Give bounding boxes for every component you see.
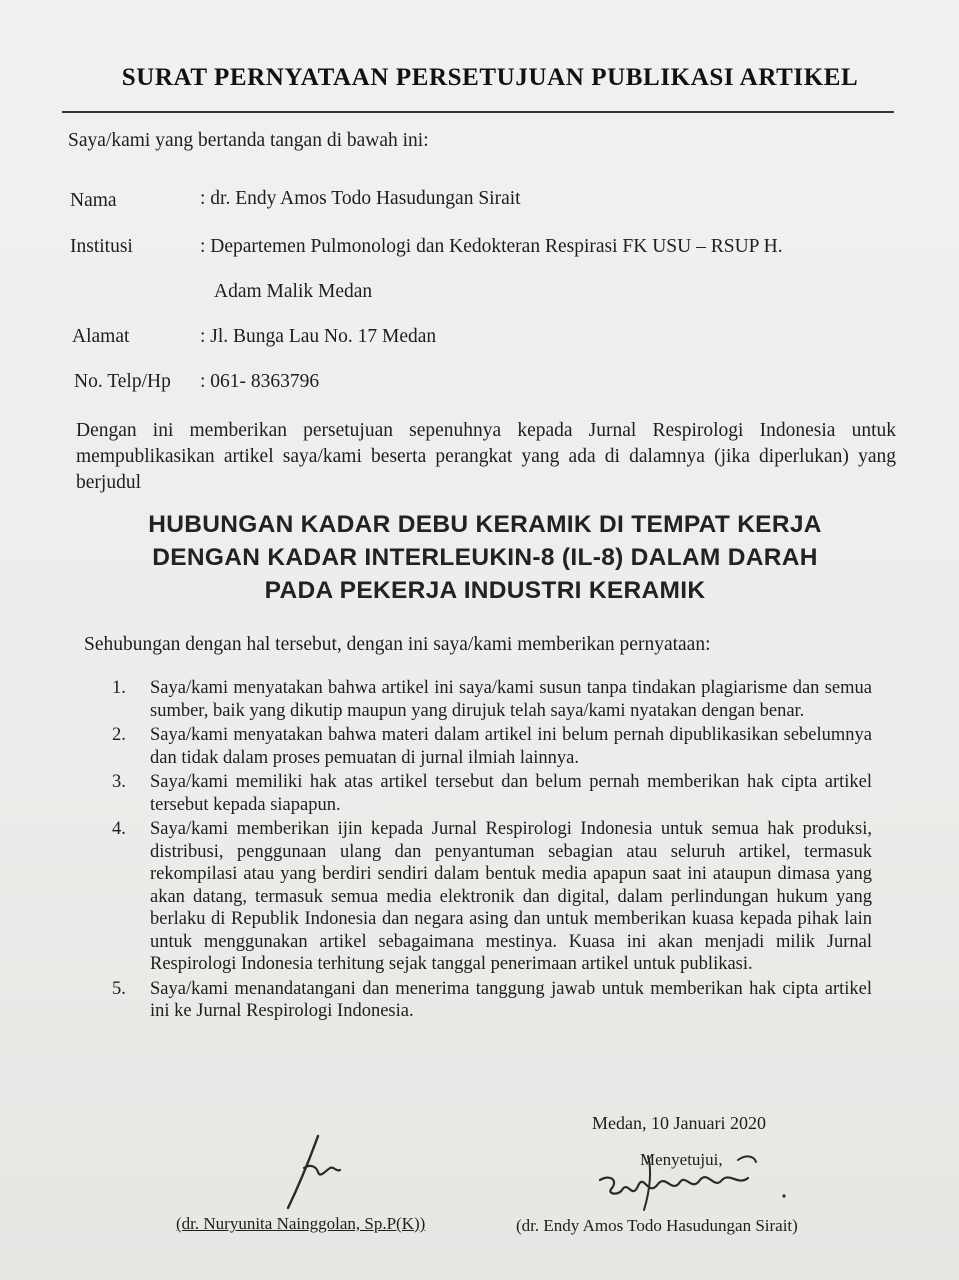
statement-text: Saya/kami menandatangani dan menerima tanggung jawab untuk memberikan hak cipta artikel ini ke Jurnal Respirologi Indonesia. xyxy=(150,978,872,1021)
statement-item xyxy=(112,724,872,769)
statement-number: 1. xyxy=(112,678,126,698)
approved-label: Menyetujui, xyxy=(640,1150,723,1169)
alamat-value: : Jl. Bunga Lau No. 17 Medan xyxy=(200,326,437,347)
statement-intro: Sehubungan dengan hal tersebut, dengan ini saya/kami memberikan pernyataan: xyxy=(84,634,711,655)
article-title-line3: PADA PEKERJA INDUSTRI KERAMIK xyxy=(264,577,706,604)
consent-paragraph: Dengan ini memberikan persetujuan sepenuhnya kepada Jurnal Respirologi Indonesia untuk mempublikasikan artikel saya/kami beserta perangkat yang ada di dalamnya (jika diperlukan) yang berjudul xyxy=(76,420,896,493)
signatory-right: (dr. Endy Amos Todo Hasudungan Sirait) xyxy=(516,1216,798,1235)
article-title xyxy=(80,508,890,607)
document-title: SURAT PERNYATAAN PERSETUJUAN PUBLIKASI ARTIKEL xyxy=(121,64,859,91)
article-title-line1: HUBUNGAN KADAR DEBU KERAMIK DI TEMPAT KERJA xyxy=(148,511,822,538)
left-signature-mark xyxy=(270,1128,370,1218)
statement-number: 3. xyxy=(112,772,126,792)
statement-text: Saya/kami memiliki hak atas artikel tersebut dan belum pernah memberikan hak cipta artikel tersebut kepada siapapun. xyxy=(150,772,872,815)
article-title-line2: DENGAN KADAR INTERLEUKIN-8 (IL-8) DALAM DARAH xyxy=(152,544,818,571)
statement-text: Saya/kami menyatakan bahwa artikel ini saya/kami susun tanpa tindakan plagiarisme dan semua sumber, baik yang dikutip maupun yang dirujuk telah saya/kami nyatakan dengan benar. xyxy=(150,678,872,721)
institusi-value-line2: Adam Malik Medan xyxy=(214,281,373,302)
nama-value: : dr. Endy Amos Todo Hasudungan Sirait xyxy=(200,188,521,209)
place-date: Medan, 10 Januari 2020 xyxy=(592,1113,766,1133)
nama-label: Nama xyxy=(70,190,117,211)
title-underline xyxy=(62,111,894,113)
statement-number: 4. xyxy=(112,819,126,839)
statement-list xyxy=(112,677,872,1025)
statement-item xyxy=(112,677,872,722)
statement-number: 2. xyxy=(112,725,126,745)
alamat-label: Alamat xyxy=(72,326,130,347)
statement-text: Saya/kami memberikan ijin kepada Jurnal Respirologi Indonesia untuk semua hak produksi, distribusi, penggunaan ulang dan penyantuman sebagian atau seluruh artikel, termasuk rekompilasi atau yang berdiri sendiri dalam bentuk media apapun saat ini ataupun dimasa yang akan datang, termasuk semua media elektronik dan digital, dalam perlindungan hukum yang berlaku di Republik Indonesia dan negara asing dan untuk memberikan kuasa kepada pihak lain untuk menggunakan artikel sebagaimana mestinya. Kuasa ini akan menjadi milik Jurnal Respirologi Indonesia terhitung sejak tanggal penerimaan artikel untuk publikasi. xyxy=(150,819,872,974)
statement-text: Saya/kami menyatakan bahwa materi dalam artikel ini belum pernah dipublikasikan sebelumnya dan tidak dalam proses pemuatan di jurnal ilmiah lainnya. xyxy=(150,725,872,768)
institusi-value-line1: : Departemen Pulmonologi dan Kedokteran Respirasi FK USU – RSUP H. xyxy=(200,236,783,257)
statement-item xyxy=(112,978,872,1023)
telp-label: No. Telp/Hp xyxy=(74,371,171,392)
institusi-label: Institusi xyxy=(70,236,133,257)
signatory-left: (dr. Nuryunita Nainggolan, Sp.P(K)) xyxy=(176,1214,426,1233)
statement-number: 5. xyxy=(112,978,126,999)
statement-item xyxy=(112,771,872,816)
telp-value: : 061- 8363796 xyxy=(200,371,320,392)
statement-item xyxy=(112,818,872,976)
intro-text: Saya/kami yang bertanda tangan di bawah ini: xyxy=(68,130,429,151)
right-signature-mark xyxy=(588,1150,788,1220)
